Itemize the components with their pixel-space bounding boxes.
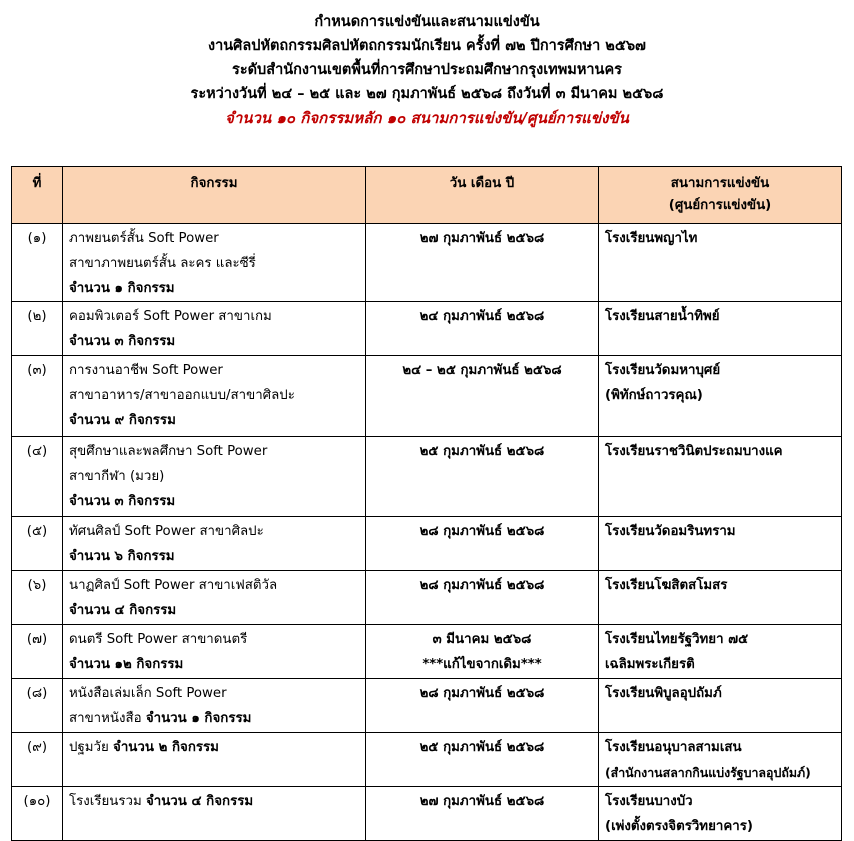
date-cell — [366, 625, 599, 679]
column-header-venue-line1: สนามการแข่งขัน — [670, 176, 770, 191]
activity-count: จำนวน ๑ กิจกรรม — [145, 711, 252, 726]
date-cell — [366, 679, 599, 733]
date-cell — [366, 302, 599, 356]
activity-cell — [63, 224, 366, 302]
column-header-venue — [599, 167, 842, 224]
date-text: ๒๘ กุมภาพันธ์ ๒๕๖๘ — [419, 686, 545, 701]
row-number: (๑๐) — [12, 787, 63, 841]
venue-name: โรงเรียนไทยรัฐวิทยา ๗๕ — [605, 632, 749, 647]
row-number: (๒) — [12, 302, 63, 356]
table-row — [12, 517, 842, 571]
venue-name: โรงเรียนโฆสิตสโมสร — [605, 578, 728, 593]
activity-name: หนังสือเล่มเล็ก Soft Power — [69, 686, 227, 701]
activity-name: คอมพิวเตอร์ Soft Power สาขาเกม — [69, 309, 272, 324]
activity-count: จำนวน ๙ กิจกรรม — [69, 413, 176, 428]
date-text: ๒๗ กุมภาพันธ์ ๒๕๖๘ — [419, 231, 545, 246]
column-header-no: ที่ — [12, 167, 63, 224]
date-text: ๒๕ กุมภาพันธ์ ๒๕๖๘ — [419, 740, 545, 755]
venue-subname: เฉลิมพระเกียรติ — [605, 657, 695, 672]
table-row — [12, 224, 842, 302]
date-text: ๒๕ กุมภาพันธ์ ๒๕๖๘ — [419, 444, 545, 459]
venue-cell — [599, 679, 842, 733]
activity-name: โรงเรียนรวม — [69, 794, 142, 809]
table-row — [12, 787, 842, 841]
date-cell — [366, 787, 599, 841]
activity-branch: สาขาหนังสือ — [69, 711, 142, 726]
activity-name: ปฐมวัย — [69, 740, 109, 755]
activity-name: นาฏศิลป์ Soft Power สาขาเฟสติวัล — [69, 578, 278, 593]
activity-name: ดนตรี Soft Power สาขาดนตรี — [69, 632, 248, 647]
row-number: (๖) — [12, 571, 63, 625]
venue-name: โรงเรียนอนุบาลสามเสน — [605, 740, 742, 755]
activity-count: จำนวน ๔ กิจกรรม — [69, 603, 177, 618]
activity-cell — [63, 679, 366, 733]
row-number: (๓) — [12, 356, 63, 437]
venue-name: โรงเรียนราชวินิตประถมบางแค — [605, 444, 783, 459]
venue-cell — [599, 517, 842, 571]
activity-count: จำนวน ๑ กิจกรรม — [69, 281, 175, 296]
date-text: ๒๗ กุมภาพันธ์ ๒๕๖๘ — [419, 794, 545, 809]
venue-name: โรงเรียนวัดอมรินทราม — [605, 524, 736, 539]
venue-subname: (สำนักงานสลากกินแบ่งรัฐบาลอุปถัมภ์) — [605, 765, 811, 780]
date-cell — [366, 224, 599, 302]
header-title: กำหนดการแข่งขันและสนามแข่งขัน — [314, 14, 540, 30]
venue-cell — [599, 571, 842, 625]
table-row — [12, 733, 842, 787]
activity-name-line — [69, 789, 359, 814]
venue-cell — [599, 224, 842, 302]
row-number: (๘) — [12, 679, 63, 733]
header-level: ระดับสำนักงานเขตพื้นที่การศึกษาประถมศึกษากรุงเทพมหานคร — [232, 62, 622, 78]
header-dates: ระหว่างวันที่ ๒๔ – ๒๕ และ ๒๗ กุมภาพันธ์ ๒๕๖๘ ถึงวันที่ ๓ มีนาคม ๒๕๖๘ — [190, 86, 664, 102]
venue-name: โรงเรียนสายน้ำทิพย์ — [605, 309, 720, 324]
row-number: (๙) — [12, 733, 63, 787]
activity-cell — [63, 787, 366, 841]
date-note: ***แก้ไขจากเดิม*** — [422, 657, 542, 672]
venue-name: โรงเรียนบางบัว — [605, 794, 693, 809]
venue-cell — [599, 787, 842, 841]
date-text: ๒๔ กุมภาพันธ์ ๒๕๖๘ — [419, 309, 545, 324]
document-header — [0, 0, 854, 130]
date-text: ๒๘ กุมภาพันธ์ ๒๕๖๘ — [419, 524, 545, 539]
table-row — [12, 679, 842, 733]
activity-cell — [63, 302, 366, 356]
activity-cell — [63, 571, 366, 625]
activity-branch: สาขากีฬา (มวย) — [69, 469, 165, 484]
activity-name: ภาพยนตร์สั้น Soft Power — [69, 231, 219, 246]
date-cell — [366, 571, 599, 625]
date-cell — [366, 733, 599, 787]
activity-cell — [63, 517, 366, 571]
table-header-row — [12, 167, 842, 224]
date-text: ๒๘ กุมภาพันธ์ ๒๕๖๘ — [419, 578, 545, 593]
date-cell — [366, 437, 599, 517]
activity-branch-line — [69, 706, 359, 731]
header-summary: จำนวน ๑๐ กิจกรรมหลัก ๑๐ สนามการแข่งขัน/ศูนย์การแข่งขัน — [225, 109, 629, 127]
venue-name: โรงเรียนวัดมหาบุศย์ — [605, 363, 721, 378]
column-header-date: วัน เดือน ปี — [366, 167, 599, 224]
date-cell — [366, 517, 599, 571]
venue-subname: (พิทักษ์ถาวรคุณ) — [605, 388, 703, 403]
activity-cell — [63, 356, 366, 437]
activity-count: จำนวน ๑๒ กิจกรรม — [69, 657, 184, 672]
activity-count: จำนวน ๓ กิจกรรม — [69, 334, 176, 349]
activity-count: จำนวน ๓ กิจกรรม — [69, 494, 176, 509]
row-number: (๕) — [12, 517, 63, 571]
venue-cell — [599, 437, 842, 517]
activity-name: การงานอาชีพ Soft Power — [69, 363, 223, 378]
row-number: (๑) — [12, 224, 63, 302]
activity-name: ทัศนศิลป์ Soft Power สาขาศิลปะ — [69, 524, 264, 539]
row-number: (๔) — [12, 437, 63, 517]
venue-subname: (เพ่งตั้งตรงจิตรวิทยาคาร) — [605, 819, 753, 834]
table-row — [12, 437, 842, 517]
date-text: ๒๔ – ๒๕ กุมภาพันธ์ ๒๕๖๘ — [402, 363, 562, 378]
activity-cell — [63, 625, 366, 679]
venue-name: โรงเรียนพญาไท — [605, 231, 698, 246]
activity-branch: สาขาภาพยนตร์สั้น ละคร และซีรี่ — [69, 256, 256, 271]
venue-cell — [599, 733, 842, 787]
schedule-table — [11, 166, 842, 841]
activity-branch: สาขาอาหาร/สาขาออกแบบ/สาขาศิลปะ — [69, 388, 295, 403]
venue-cell — [599, 302, 842, 356]
venue-cell — [599, 625, 842, 679]
table-row — [12, 571, 842, 625]
activity-count: จำนวน ๔ กิจกรรม — [145, 794, 254, 809]
table-row — [12, 356, 842, 437]
activity-cell — [63, 437, 366, 517]
row-number: (๗) — [12, 625, 63, 679]
activity-count: จำนวน ๒ กิจกรรม — [113, 740, 219, 755]
venue-cell — [599, 356, 842, 437]
column-header-activity: กิจกรรม — [63, 167, 366, 224]
date-cell — [366, 356, 599, 437]
activity-name-line — [69, 735, 359, 760]
table-row — [12, 302, 842, 356]
activity-count: จำนวน ๖ กิจกรรม — [69, 549, 175, 564]
header-event: งานศิลปหัตถกรรมศิลปหัตถกรรมนักเรียน ครั้งที่ ๗๒ ปีการศึกษา ๒๕๖๗ — [208, 38, 646, 54]
date-text: ๓ มีนาคม ๒๕๖๘ — [432, 632, 532, 647]
table-row — [12, 625, 842, 679]
venue-name: โรงเรียนพิบูลอุปถัมภ์ — [605, 686, 722, 701]
activity-cell — [63, 733, 366, 787]
activity-name: สุขศึกษาและพลศึกษา Soft Power — [69, 444, 268, 459]
column-header-venue-line2: (ศูนย์การแข่งขัน) — [668, 198, 772, 213]
